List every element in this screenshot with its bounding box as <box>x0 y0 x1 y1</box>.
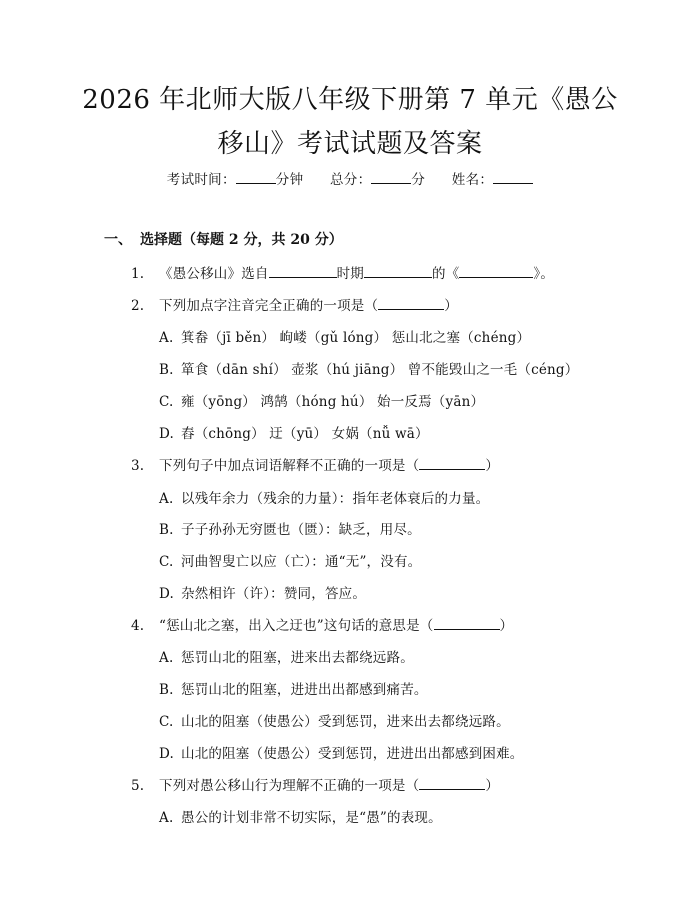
question-text: ） <box>485 778 500 794</box>
option-a <box>159 487 489 507</box>
option-text: 河曲智叟亡以应（亡）：通“无”，没有。 <box>181 554 422 570</box>
question-text: 下列句子中加点词语解释不正确的一项是（ <box>159 458 420 474</box>
option-c <box>159 550 421 570</box>
question-text: 下列加点字注音完全正确的一项是（ <box>159 298 379 314</box>
option-text: 雍（yōng） 鸿鹄（hóng hú） 始一反焉（yān） <box>181 394 485 410</box>
option-label: D. <box>159 586 175 602</box>
option-c <box>159 710 510 730</box>
option-label: A. <box>159 330 174 346</box>
question-5 <box>131 774 499 794</box>
question-text: 》。 <box>533 266 555 282</box>
question-number: 2. <box>131 298 145 314</box>
option-c <box>159 390 484 410</box>
option-text: 子子孙孙无穷匮也（匮）：缺乏，用尽。 <box>181 522 421 538</box>
answer-blank <box>459 265 533 278</box>
option-text: 惩罚山北的阻塞，进进出出都感到痛苦。 <box>181 682 428 698</box>
question-2 <box>131 294 458 314</box>
name-label: 姓名： <box>451 172 494 188</box>
option-label: B. <box>159 362 174 378</box>
question-4 <box>131 614 513 634</box>
option-text: 箪食（dān shí） 壶浆（hú jiāng） 曾不能毁山之一毛（céng） <box>181 362 579 378</box>
question-text: 的《 <box>432 266 460 282</box>
question-text: ） <box>499 618 514 634</box>
time-blank <box>236 171 276 184</box>
option-text: 舂（chōng） 迂（yū） 女娲（nǚ wā） <box>181 426 429 442</box>
section-heading <box>104 229 343 249</box>
option-b <box>159 518 421 538</box>
title-line-1: 2026 年北师大版八年级下册第 7 单元《愚公 <box>82 85 618 115</box>
option-label: C. <box>159 554 174 570</box>
option-text: 山北的阻塞（使愚公）受到惩罚，进进出出都感到困难。 <box>181 746 524 762</box>
answer-blank <box>378 297 444 310</box>
option-text: 惩罚山北的阻塞，进来出去都绕远路。 <box>181 650 414 666</box>
option-text: 愚公的计划非常不切实际，是“愚”的表现。 <box>181 810 442 826</box>
question-number: 1. <box>131 266 145 282</box>
option-label: D. <box>159 426 175 442</box>
section-number: 一、 <box>104 232 132 248</box>
question-3 <box>131 454 499 474</box>
answer-blank <box>269 265 337 278</box>
option-d <box>159 742 524 762</box>
question-text: 下列对愚公移山行为理解不正确的一项是（ <box>159 778 420 794</box>
option-a <box>159 646 414 666</box>
answer-blank <box>364 265 432 278</box>
question-text: 《愚公移山》选自 <box>159 266 269 282</box>
question-text: 时期 <box>336 266 365 282</box>
option-text: 箕畚（jī běn） 岣嵝（gǔ lóng） 惩山北之塞（chéng） <box>181 330 531 346</box>
document-title <box>60 78 640 166</box>
option-a <box>159 806 442 826</box>
option-label: A. <box>159 650 174 666</box>
option-text: 山北的阻塞（使愚公）受到惩罚，进来出去都绕远路。 <box>181 714 510 730</box>
question-text: ） <box>444 298 458 314</box>
option-label: D. <box>159 746 175 762</box>
question-number: 5. <box>131 778 145 794</box>
option-b <box>159 358 578 378</box>
option-a <box>159 326 530 346</box>
option-label: A. <box>159 810 174 826</box>
option-text: 杂然相许（许）：赞同，答应。 <box>181 586 367 602</box>
time-unit: 分钟 <box>275 172 304 188</box>
question-number: 3. <box>131 458 145 474</box>
score-label: 总分： <box>329 172 372 188</box>
option-d <box>159 422 429 442</box>
question-text: ） <box>485 458 500 474</box>
name-blank <box>493 171 533 184</box>
score-blank <box>371 171 411 184</box>
option-b <box>159 678 428 698</box>
time-label: 考试时间： <box>166 172 236 188</box>
exam-info-line <box>0 168 700 188</box>
score-unit: 分 <box>411 172 426 188</box>
answer-blank <box>419 777 485 790</box>
answer-blank <box>434 617 500 630</box>
title-line-2: 移山》考试试题及答案 <box>217 129 483 159</box>
option-label: C. <box>159 714 174 730</box>
question-text: “惩山北之塞，出入之迂也”这句话的意思是（ <box>159 618 434 634</box>
option-label: C. <box>159 394 174 410</box>
option-label: B. <box>159 682 174 698</box>
option-label: B. <box>159 522 174 538</box>
answer-blank <box>419 457 485 470</box>
question-1 <box>131 262 554 282</box>
option-label: A. <box>159 491 174 507</box>
option-text: 以残年余力（残余的力量）：指年老体衰后的力量。 <box>181 491 490 507</box>
option-d <box>159 582 366 602</box>
section-title: 选择题（每题 2 分，共 20 分） <box>140 232 343 248</box>
question-number: 4. <box>131 618 145 634</box>
